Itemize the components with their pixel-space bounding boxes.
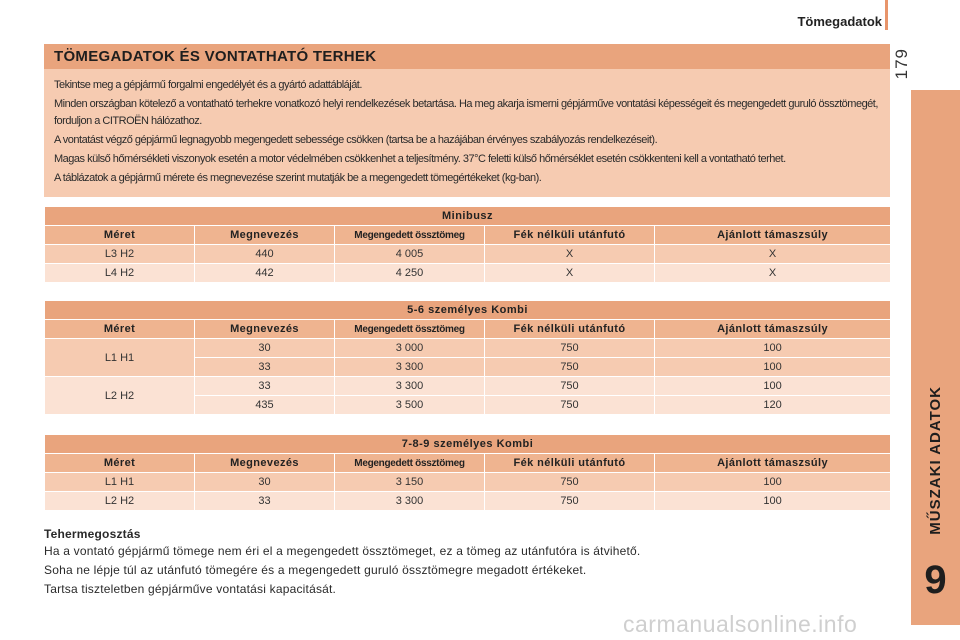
table-row (45, 339, 891, 358)
column-header: Megengedett össztömeg (335, 454, 485, 473)
section-header-title: Tömegadatok (797, 14, 882, 29)
column-header: Fék nélküli utánfutó (485, 454, 655, 473)
info-paragraph: Magas külső hőmérsékleti viszonyok esetén a motor védelmében csökkenhet a teljesítmény. 37°C feletti külső hőmérséklet esetén csökkenteni kell a vontatható terhet. (54, 152, 786, 165)
table-cell: 100 (655, 377, 891, 396)
column-header: Fék nélküli utánfutó (485, 226, 655, 245)
table-cell: 120 (655, 396, 891, 415)
body-paragraph: Tartsa tiszteletben gépjárműve vontatási kapacitását. (44, 582, 337, 596)
kombi-5-6-table (44, 300, 891, 415)
table-row (45, 245, 891, 264)
table-cell: 3 300 (335, 377, 485, 396)
table-cell: 100 (655, 339, 891, 358)
table-cell: 30 (195, 473, 335, 492)
table-caption: 7-8-9 személyes Kombi (45, 435, 891, 454)
table-cell: 750 (485, 473, 655, 492)
column-header: Ajánlott támaszsúly (655, 454, 891, 473)
table-cell: L3 H2 (45, 245, 195, 264)
table-cell: 750 (485, 339, 655, 358)
table-cell: 440 (195, 245, 335, 264)
table-cell: 750 (485, 358, 655, 377)
info-box (44, 44, 890, 197)
chapter-tab-label-wrap (911, 360, 960, 560)
table-cell: 3 000 (335, 339, 485, 358)
table-cell: X (485, 245, 655, 264)
table-cell: 3 300 (335, 492, 485, 511)
chapter-tab-label: MŰSZAKI ADATOK (927, 385, 944, 535)
column-header: Megnevezés (195, 320, 335, 339)
kombi-7-8-9-table (44, 434, 891, 511)
info-paragraph: Tekintse meg a gépjármű forgalmi engedélyét és a gyártó adattábláját. (54, 79, 362, 91)
info-paragraph: A táblázatok a gépjármű mérete és megnevezése szerint mutatják be a megengedett tömegértékeket (kg-ban). (54, 171, 542, 184)
body-paragraph: Ha a vontató gépjármű tömege nem éri el a megengedett össztömeget, ez a tömeg az utánfutóra is átvihető. (44, 544, 641, 558)
table-row (45, 473, 891, 492)
page-number: 179 (892, 48, 911, 80)
table-cell: 33 (195, 492, 335, 511)
table-cell: 100 (655, 358, 891, 377)
column-header: Megnevezés (195, 454, 335, 473)
table-cell: 33 (195, 358, 335, 377)
column-header: Méret (45, 454, 195, 473)
body-paragraph: Soha ne lépje túl az utánfutó tömegére és a megengedett guruló össztömegre megadott értékeket. (44, 563, 587, 577)
chapter-number: 9 (924, 558, 947, 602)
header-accent-bar (885, 0, 888, 30)
table-cell: X (655, 245, 891, 264)
minibus-table (44, 206, 891, 283)
table-cell-size: L2 H2 (45, 377, 195, 415)
table-cell: 3 150 (335, 473, 485, 492)
table-cell: 3 500 (335, 396, 485, 415)
table-cell: 442 (195, 264, 335, 283)
table-cell: 33 (195, 377, 335, 396)
load-distribution-section (44, 527, 894, 601)
info-box-body (54, 77, 886, 189)
table-cell: L4 H2 (45, 264, 195, 283)
info-paragraph: Minden országban kötelező a vontatható terhekre vonatkozó helyi rendelkezések betartása. Ha meg akarja ismerni gépjárműve vontatási képességeit és megengedett guruló össztömegét, forduljon a CITROËN hálózathoz. (54, 98, 878, 127)
table-row (45, 492, 891, 511)
column-header: Megengedett össztömeg (335, 320, 485, 339)
table-caption: 5-6 személyes Kombi (45, 301, 891, 320)
table-cell: 100 (655, 492, 891, 511)
table-cell: 4 005 (335, 245, 485, 264)
info-box-title: TÖMEGADATOK ÉS VONTATHATÓ TERHEK (44, 44, 890, 69)
column-header: Fék nélküli utánfutó (485, 320, 655, 339)
table-cell: 750 (485, 492, 655, 511)
info-paragraph: A vontatást végző gépjármű legnagyobb megengedett sebessége csökken (tartsa be a hazájában érvényes szabályozás rendelkezéseit). (54, 133, 658, 146)
table-caption: Minibusz (45, 207, 891, 226)
column-header: Méret (45, 226, 195, 245)
table-cell: X (655, 264, 891, 283)
table-cell: 30 (195, 339, 335, 358)
table-cell: 100 (655, 473, 891, 492)
table-cell: X (485, 264, 655, 283)
column-header: Megnevezés (195, 226, 335, 245)
column-header: Ajánlott támaszsúly (655, 226, 891, 245)
section-subtitle: Tehermegosztás (44, 527, 141, 541)
table-cell-size: L1 H1 (45, 339, 195, 377)
table-row (45, 264, 891, 283)
table-row (45, 377, 891, 396)
watermark: carmanualsonline.info (623, 611, 858, 637)
table-cell: L2 H2 (45, 492, 195, 511)
column-header: Ajánlott támaszsúly (655, 320, 891, 339)
column-header: Megengedett össztömeg (335, 226, 485, 245)
table-cell: 750 (485, 396, 655, 415)
table-cell: 3 300 (335, 358, 485, 377)
table-cell: 750 (485, 377, 655, 396)
table-cell: L1 H1 (45, 473, 195, 492)
table-cell: 4 250 (335, 264, 485, 283)
table-cell: 435 (195, 396, 335, 415)
column-header: Méret (45, 320, 195, 339)
